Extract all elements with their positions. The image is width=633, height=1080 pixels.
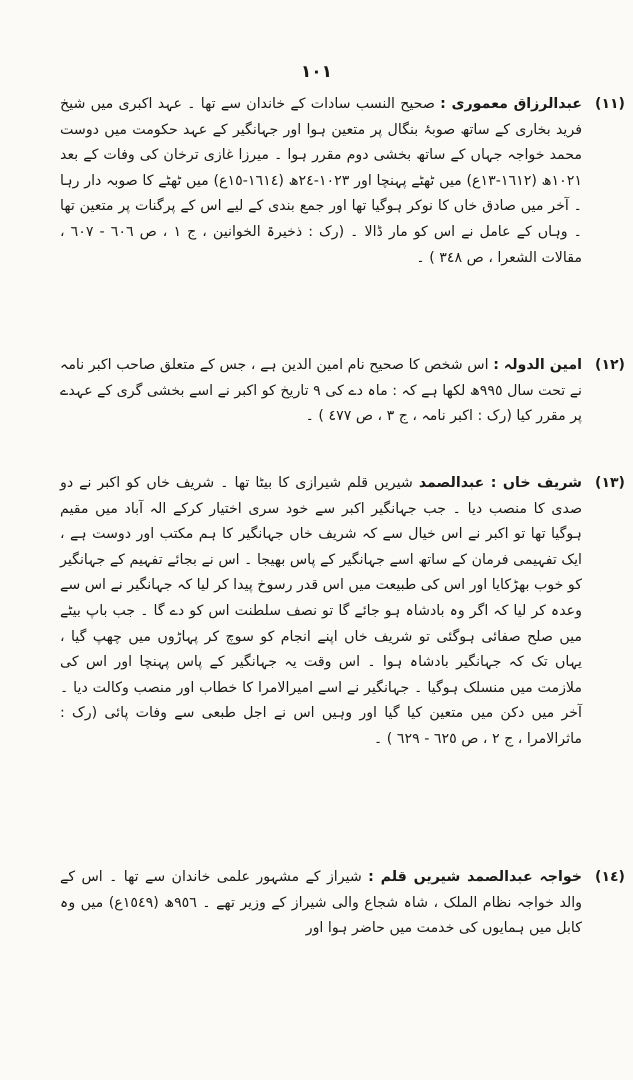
- entry-text: صحیح النسب سادات کے خاندان سے تھا ۔ عہد اکبری میں شیخ فرید بخاری کے ساتھ صوبۂ بنگال پر متعین ہوا اور جہانگیر کے عہد حکومت میں دوست محمد خواجہ جہاں کے ساتھ بخشی دوم مقرر ہوا ۔ میرزا غازی ترخان کی وفات کے بعد ١٠٢١ھ (١٦١٢-١٣ع) میں ٹھٹے پہنچا اور ١٠٢٣-٢٤ھ (١٦١٤-١٥ع) میں ٹھٹے کا صوبہ دار رہا ۔ آخر میں صادق خاں کا نوکر ہوگیا تھا اور جمع بندی کے لیے اس کے پرگنات پر متعین تھا ۔ وہاں کے عامل نے اس کو مار ڈالا ۔ (رک : ذخیرۃ الخوانین ، ج ١ ، ص ٦٠٦ - ٦٠٧ ، مقالات الشعرا ، ص ٣٤٨ ) ۔: [60, 96, 583, 266]
- entry-12: [60, 353, 625, 465]
- entry-name: عبدالرزاق معموری :: [440, 96, 582, 112]
- entry-text: شیراز کے مشہور علمی خاندان سے تھا ۔ اس کے والد خواجہ نظام الملک ، شاہ شجاع والی شیراز کے وزیر تھے ۔ ٩٥٦ھ (١٥٤٩ع) میں وہ کابل میں ہمایوں کی خدمت میں حاضر ہوا اور: [60, 869, 583, 937]
- entry-paragraph: [60, 865, 582, 942]
- entry-text: اس شخص کا صحیح نام امین الدین ہے ، جس کے متعلق صاحب اکبر نامہ نے تحت سال ٩٩٥ھ لکھا ہے کہ : ماہ دے کی ۹ تاریخ کو اکبر نے اسے بخشی گری کے عہدے پر مقرر کیا (رک : اکبر نامہ ، ج ٣ ، ص ٤٧٧ ) ۔: [60, 357, 582, 425]
- entry-paragraph: [60, 92, 582, 271]
- entry-text: شیریں قلم شیرازی کا بیٹا تھا ۔ شریف خاں کو اکبر نے دو صدی کا منصب دیا ۔ جب جہانگیر اکبر سے خود سری اختیار کرکے الہ آباد میں مقیم ہوگیا تھا تو اکبر نے اس خیال سے کہ شریف خاں جہانگیر کا ہم مکتب اور دوست ہے ، ایک تفہیمی فرمان کے ساتھ اسے جہانگیر کے پاس بھیجا ۔ اس نے بجائے تفہیم کے جہانگیر کو خوب بھڑکایا اور اس کی طبیعت میں اس قدر رسوخ پیدا کر لیا کہ جہانگیر نے اس سے وعدہ کر لیا کہ اگر وہ بادشاہ ہو جائے گا تو نصف سلطنت اس کو دے گا ۔ جب باپ بیٹے میں صلح صفائی ہوگئی تو شریف خاں اپنے انجام کو سوچ کر پہاڑوں میں چھپ گیا ، یہاں تک کہ جہانگیر بادشاہ ہوا ۔ اس وقت یہ جہانگیر کے پاس پہنچا اور اس کی ملازمت میں منسلک ہوگیا ۔ جہانگیر نے اسے امیرالامرا کا خطاب اور منصب وکالت دیا ۔ آخر میں دکن میں متعین کیا گیا اور وہیں اس نے اجل طبعی سے وفات پائی (رک : ماثرالامرا ، ج ٢ ، ص ٦٢٥ - ٦٢٩ ) ۔: [60, 475, 582, 747]
- entry-name: خواجہ عبدالصمد شیریں قلم :: [368, 869, 582, 885]
- entry-number: (١١): [595, 96, 625, 112]
- entry-name: امین الدولہ :: [493, 357, 582, 373]
- entry-13: [60, 471, 625, 859]
- entry-name: شریف خاں : عبدالصمد: [418, 475, 582, 491]
- page-number: ١٠١: [300, 62, 333, 82]
- entry-14: [60, 865, 625, 965]
- entry-paragraph: [60, 471, 582, 753]
- entry-paragraph: [60, 353, 582, 430]
- page-body: [60, 92, 625, 965]
- entry-number: (١٤): [595, 869, 625, 885]
- entry-11: [60, 92, 625, 348]
- entry-number: (١٢): [595, 357, 625, 373]
- entry-number: (١٣): [595, 475, 625, 491]
